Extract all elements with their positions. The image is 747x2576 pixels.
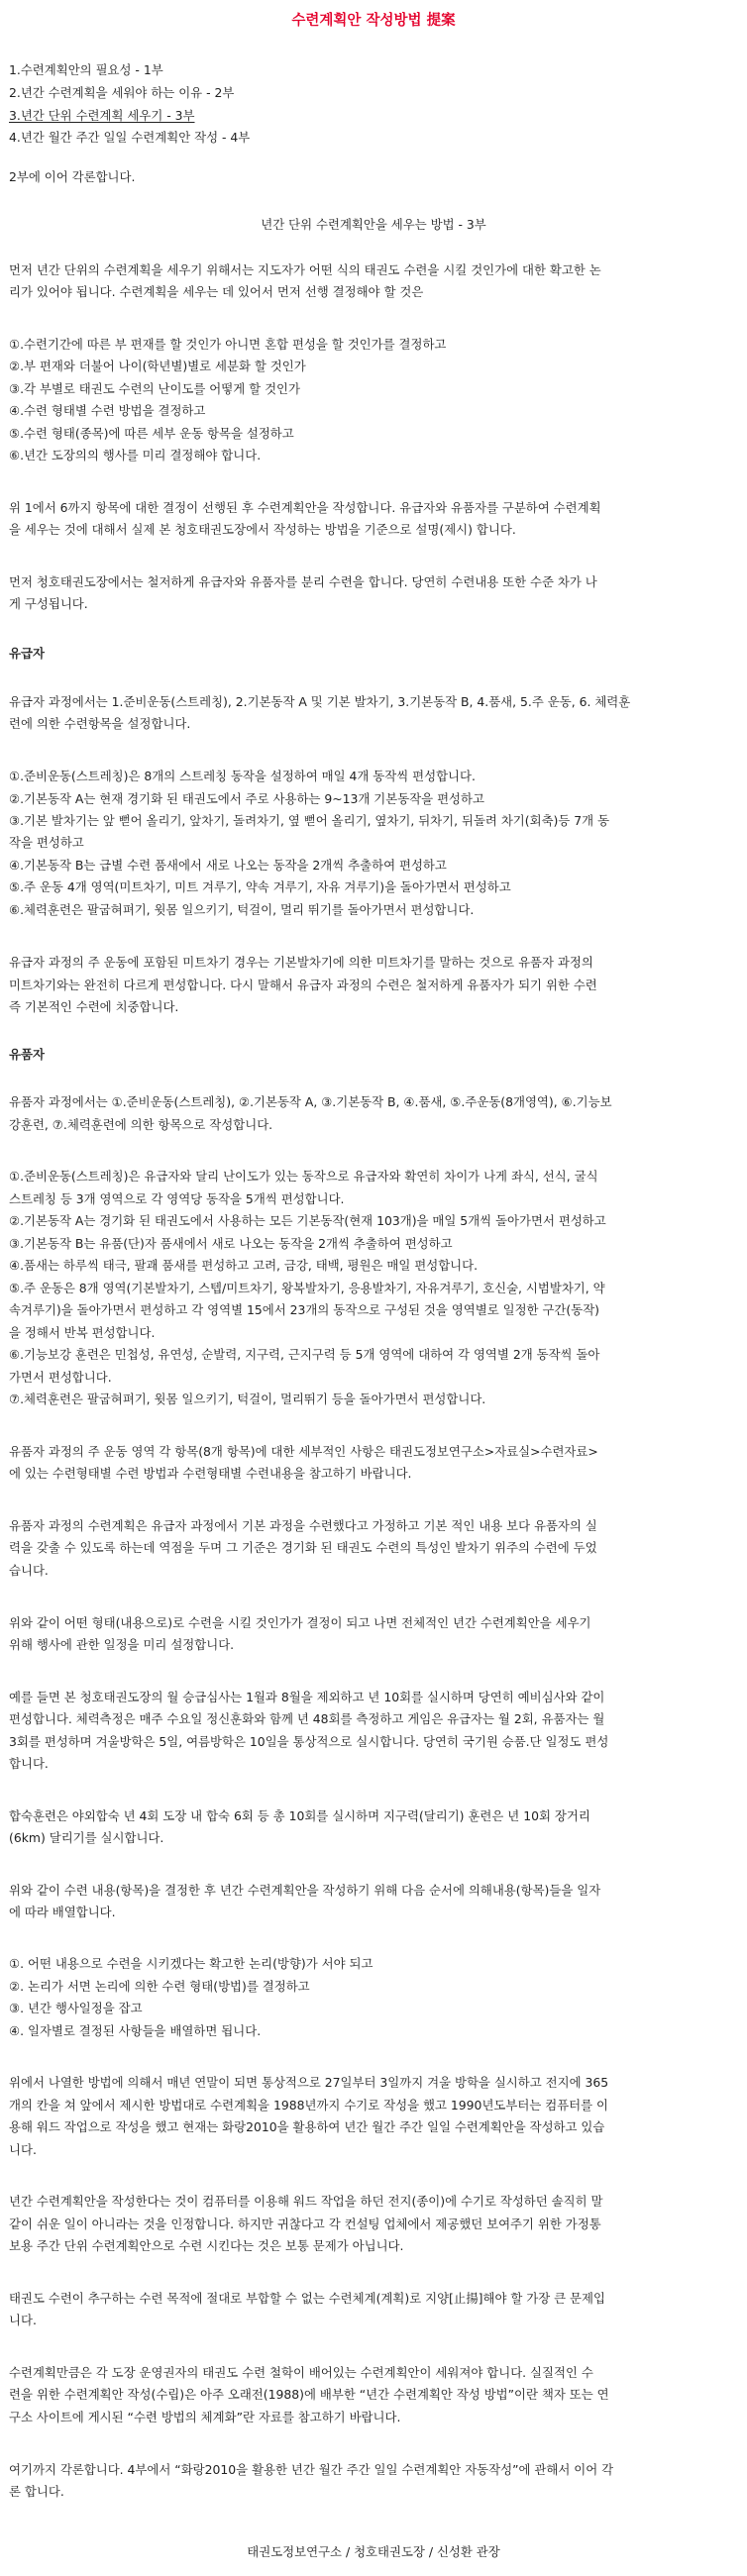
body-text-line: 즉 기본적인 수련에 치중합니다.: [9, 999, 179, 1014]
body-text-line: 용해 워드 작업으로 작성을 했고 현재는 화랑2010을 활용하여 년간 월간 주간 일일 수련계획안을 작성하고 있습: [9, 2119, 605, 2134]
body-text-line: ⑤.주 운동 4개 영역(미트차기, 미트 겨루기, 약속 겨루기, 자유 겨루기)을 돌아가면서 편성하고: [9, 879, 511, 894]
body-text-line: 련에 의한 수련항목을 설정합니다.: [9, 716, 191, 731]
body-text-line: ④.수련 형태별 수련 방법을 결정하고: [9, 403, 206, 418]
body-text-line: 속겨루기)을 돌아가면서 편성하고 각 영역별 15에서 23개의 동작으로 구성된 것을 영역별로 일정한 구간(동작): [9, 1302, 600, 1317]
body-text-line: ①.수련기간에 따른 부 편재를 할 것인가 아니면 혼합 편성을 할 것인가를 결정하고: [9, 337, 447, 352]
body-text-line: 강훈련, ⑦.체력훈련에 의한 항목으로 작성합니다.: [9, 1117, 273, 1132]
body-text-line: 년간 수련계획안을 작성한다는 것이 컴퓨터를 이용해 워드 작업을 하던 전지(종이)에 수기로 작성하던 솔직히 말: [9, 2194, 603, 2209]
body-text-line: 작을 편성하고: [9, 835, 84, 850]
body-text-line: 미트차기와는 완전히 다르게 편성합니다. 다시 말해서 유급자 과정의 수련은 철저하게 유품자가 되기 위한 수련: [9, 978, 597, 992]
body-text-line: ⑥.년간 도장의의 행사를 미리 결정해야 합니다.: [9, 448, 262, 463]
section-title: 년간 단위 수련계획안을 세우는 방법 - 3부: [261, 217, 486, 232]
body-text-line: 위와 같이 어떤 형태(내용으로)로 수련을 시킬 것인가가 결정이 되고 나면 전체적인 년간 수련계획안을 세우기: [9, 1615, 591, 1630]
body-text-line: 합니다.: [9, 1756, 49, 1771]
body-text-line: 유급자 과정의 주 운동에 포함된 미트차기 경우는 기본발차기에 의한 미트차기를 말하는 것으로 유품자 과정의: [9, 955, 593, 970]
body-text-line: 가면서 편성합니다.: [9, 1370, 112, 1385]
body-text-line: 위해 행사에 관한 일정을 미리 설정합니다.: [9, 1637, 235, 1652]
body-text-line: ③.기본동작 B는 유품(단)자 품새에서 새로 나오는 동작을 2개씩 추출하여 편성하고: [9, 1236, 453, 1251]
body-text-line: ③. 년간 행사일정을 잡고: [9, 2001, 143, 2015]
body-text-line: 련을 위한 수련계획안 작성(수립)은 아주 오래전(1988)에 배부한 “년간 수련계획안 작성 방법”이란 책자 또는 연: [9, 2387, 609, 2402]
body-text-line: 여기까지 각론합니다. 4부에서 “화랑2010을 활용한 년간 월간 주간 일일 수련계획안 자동작성”에 관해서 이어 각: [9, 2462, 614, 2477]
body-text-line: 론 합니다.: [9, 2484, 64, 2499]
body-text-line: 게 구성됩니다.: [9, 596, 88, 611]
body-text-line: 합숙훈련은 야외합숙 년 4회 도장 내 합숙 6회 등 총 10회를 실시하며 지구력(달리기) 훈련은 년 10회 장거리: [9, 1808, 590, 1823]
continue-note: 2부에 이어 각론합니다.: [9, 169, 136, 184]
part-list-item: 1.수련계획안의 필요성 - 1부: [9, 62, 163, 77]
body-text-line: 편성합니다. 체력측정은 매주 수요일 정신훈화와 함께 년 48회를 측정하고 게임은 유급자는 월 2회, 유품자는 월: [9, 1711, 605, 1726]
body-text-line: 유급자 과정에서는 1.준비운동(스트레칭), 2.기본동작 A 및 기본 발차기, 3.기본동작 B, 4.품새, 5.주 운동, 6. 체력훈: [9, 694, 631, 709]
body-text-line: 력을 갖출 수 있도록 하는데 역점을 두며 그 기준은 경기화 된 태권도 수련의 특성인 발차기 위주의 수련에 두었: [9, 1540, 597, 1555]
body-text-line: ①.준비운동(스트레칭)은 유급자와 달리 난이도가 있는 동작으로 유급자와 확연히 차이가 나게 좌식, 선식, 굴식: [9, 1169, 598, 1184]
body-text-line: ②.기본동작 A는 경기화 된 태권도에서 사용하는 모든 기본동작(현재 103개)을 매일 5개씩 돌아가면서 편성하고: [9, 1213, 606, 1228]
body-text-line: 유품자 과정에서는 ①.준비운동(스트레칭), ②.기본동작 A, ③.기본동작 B, ④.품새, ⑤.주운동(8개영역), ⑥.기능보: [9, 1094, 612, 1109]
body-text-line: ②.부 편재와 더불어 나이(학년별)별로 세분화 할 것인가: [9, 359, 306, 373]
body-text-line: 유품자 과정의 주 운동 영역 각 항목(8개 항목)에 대한 세부적인 사항은 태권도정보연구소>자료실>수련자료>: [9, 1444, 598, 1459]
body-text-line: ③.각 부별로 태권도 수련의 난이도를 어떻게 할 것인가: [9, 381, 300, 396]
part-list-item: 4.년간 월간 주간 일일 수련계획안 작성 - 4부: [9, 130, 251, 145]
part-list-item: 3.년간 단위 수련계획 세우기 - 3부: [9, 108, 195, 123]
body-text-line: 에 따라 배열합니다.: [9, 1905, 116, 1919]
body-text-line: 구소 사이트에 게시된 “수련 방법의 체계화”란 자료를 참고하기 바랍니다.: [9, 2410, 401, 2424]
section-heading: 유급자: [9, 646, 45, 661]
body-text-line: 먼저 년간 단위의 수련계획을 세우기 위해서는 지도자가 어떤 식의 태권도 수련을 시킬 것인가에 대한 확고한 논: [9, 262, 601, 277]
body-text-line: 을 세우는 것에 대해서 실제 본 청호태권도장에서 작성하는 방법을 기준으로 설명(제시) 합니다.: [9, 522, 516, 537]
body-text-line: 위와 같이 수련 내용(항목)을 결정한 후 년간 수련계획안을 작성하기 위해 다음 순서에 의해내용(항목)들을 일자: [9, 1883, 601, 1898]
body-text-line: ⑥.체력훈련은 팔굽혀펴기, 윗몸 일으키기, 턱걸이, 멀리 뛰기를 돌아가면서 편성합니다.: [9, 902, 475, 917]
body-text-line: 니다.: [9, 2142, 37, 2157]
body-text-line: ②.기본동작 A는 현재 경기화 된 태권도에서 주로 사용하는 9~13개 기본동작을 편성하고: [9, 791, 484, 806]
body-text-line: ⑦.체력훈련은 팔굽혀펴기, 윗몸 일으키기, 턱걸이, 멀리뛰기 등을 돌아가면서 편성합니다.: [9, 1391, 486, 1406]
body-text-line: 개의 칸을 쳐 앞에서 제시한 방법대로 수련계획을 1988년까지 수기로 작성을 했고 1990년도부터는 컴퓨터를 이: [9, 2098, 609, 2112]
body-text-line: ⑥.기능보강 훈련은 민첩성, 유연성, 순발력, 지구력, 근지구력 등 5개 영역에 대하여 각 영역별 2개 동작씩 돌아: [9, 1347, 600, 1362]
body-text-line: ⑤.주 운동은 8개 영역(기본발차기, 스텝/미트차기, 왕복발차기, 응용발차기, 자유겨루기, 호신술, 시범발차기, 약: [9, 1281, 605, 1295]
body-text-line: 리가 있어야 됩니다. 수련계획을 세우는 데 있어서 먼저 선행 결정해야 할 것은: [9, 284, 424, 299]
body-text-line: ①. 어떤 내용으로 수련을 시키겠다는 확고한 논리(방향)가 서야 되고: [9, 1956, 374, 1971]
body-text-line: ②. 논리가 서면 논리에 의한 수련 형태(방법)를 결정하고: [9, 1979, 310, 1994]
body-text-line: 니다.: [9, 2313, 37, 2327]
body-text-line: (6km) 달리기를 실시합니다.: [9, 1830, 164, 1845]
body-text-line: ③.기본 발차기는 앞 뻗어 올리기, 앞차기, 돌려차기, 옆 뻗어 올리기, 옆차기, 뒤차기, 뒤돌려 차기(회축)등 7개 동: [9, 813, 610, 828]
body-text-line: ④.기본동작 B는 급별 수련 품새에서 새로 나오는 동작을 2개씩 추출하여 편성하고: [9, 858, 447, 873]
body-text-line: 같이 쉬운 일이 아니라는 것을 인정합니다. 하지만 귀찮다고 각 컨설팅 업체에서 제공했던 보여주기 위한 가정통: [9, 2216, 601, 2231]
body-text-line: 위에서 나열한 방법에 의해서 매년 연말이 되면 통상적으로 27일부터 3일까지 겨울 방학을 실시하고 전지에 365: [9, 2075, 609, 2090]
body-text-line: ④.품새는 하루씩 태극, 팔괘 품새를 편성하고 고려, 금강, 태백, 평원은 매일 편성합니다.: [9, 1258, 479, 1273]
body-text-line: ①.준비운동(스트레칭)은 8개의 스트레칭 동작을 설정하여 매일 4개 동작씩 편성합니다.: [9, 769, 476, 783]
page-title: 수련계획안 작성방법 提案: [291, 13, 456, 29]
section-heading: 유품자: [9, 1047, 45, 1062]
body-text-line: 보용 주간 단위 수련계획안으로 수련 시킨다는 것은 보통 문제가 아닙니다.: [9, 2238, 404, 2253]
body-text-line: 수련계획만큼은 각 도장 운영권자의 태권도 수련 철학이 배어있는 수련계획안이 세워져야 합니다. 실질적인 수: [9, 2365, 593, 2380]
footer-credit: 태권도정보연구소 / 청호태권도장 / 신성환 관장: [247, 2544, 500, 2559]
body-text-line: 태권도 수련이 추구하는 수련 목적에 절대로 부합할 수 없는 수련체계(계획)로 지양[止揚]해야 할 가장 큰 문제입: [9, 2291, 605, 2306]
body-text-line: 3회를 편성하며 겨울방학은 5일, 여름방학은 10일을 통상적으로 실시합니다. 당연히 국기원 승품.단 일정도 편성: [9, 1734, 609, 1749]
body-text-line: 위 1에서 6까지 항목에 대한 결정이 선행된 후 수련계획안을 작성합니다. 유급자와 유품자를 구분하여 수련계획: [9, 500, 601, 515]
body-text-line: 먼저 청호태권도장에서는 철저하게 유급자와 유품자를 분리 수련을 합니다. 당연히 수련내용 또한 수준 차가 나: [9, 574, 597, 589]
body-text-line: 유품자 과정의 수련계획은 유급자 과정에서 기본 과정을 수련했다고 가정하고 기본 적인 내용 보다 유품자의 실: [9, 1518, 597, 1533]
body-text-line: 스트레칭 등 3개 영역으로 각 영역당 동작을 5개씩 편성합니다.: [9, 1191, 345, 1206]
body-text-line: 을 정해서 반복 편성합니다.: [9, 1325, 156, 1340]
body-text-line: ⑤.수련 형태(종목)에 따른 세부 운동 항목을 설정하고: [9, 426, 294, 441]
body-text-line: 습니다.: [9, 1563, 49, 1578]
body-text-line: 에 있는 수련형태별 수련 방법과 수련형태별 수련내용을 참고하기 바랍니다.: [9, 1466, 412, 1481]
body-text-line: ④. 일자별로 결정된 사항들을 배열하면 됩니다.: [9, 2023, 262, 2038]
part-list-item: 2.년간 수련계획을 세워야 하는 이유 - 2부: [9, 85, 235, 100]
body-text-line: 예를 들면 본 청호태권도장의 월 승급심사는 1월과 8월을 제외하고 년 10회를 실시하며 당연히 예비심사와 같이: [9, 1690, 605, 1704]
